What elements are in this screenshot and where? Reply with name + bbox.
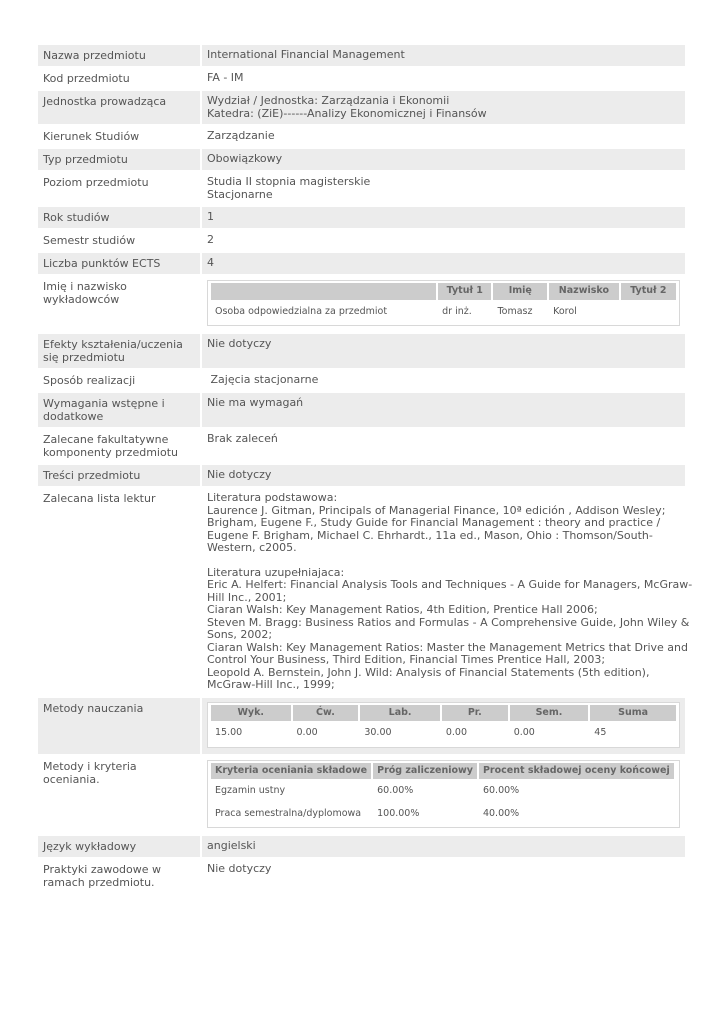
row-lecturers xyxy=(38,276,685,332)
row-value: Nie dotyczy xyxy=(202,334,685,368)
row-learning-outcomes xyxy=(38,334,685,368)
row-value: Nie dotyczy xyxy=(207,862,272,875)
row-value: 2 xyxy=(207,233,214,246)
lecturers-table-box xyxy=(207,280,680,326)
spacer xyxy=(207,555,692,567)
reading-item: McGraw-Hill Inc., 1999; xyxy=(207,678,335,691)
table-cell: 30.00 xyxy=(364,727,392,738)
reading-item: Eugene F. Brigham, Michael C. Ehrhardt., 11a ed., Mason, Ohio : Thomson/South- xyxy=(207,528,653,542)
row-value: FA - IM xyxy=(207,71,244,84)
row-value: Studia II stopnia magisterskie Stacjonarne xyxy=(207,175,371,201)
table-row xyxy=(211,804,674,825)
table-cell: 100.00% xyxy=(377,807,420,819)
row-ects xyxy=(38,253,685,274)
reading-item: Hill Inc., 2001; xyxy=(207,590,287,604)
table-header: Pr. xyxy=(442,705,508,722)
row-value: Zajęcia stacjonarne xyxy=(207,373,319,386)
table-header: Procent składowej oceny końcowej xyxy=(479,763,674,780)
table-header: Imię xyxy=(493,283,547,300)
table-cell xyxy=(621,302,676,323)
row-semester xyxy=(38,230,685,251)
row-label: Język wykładowy xyxy=(38,836,200,857)
row-value: angielski xyxy=(202,836,685,857)
reading-item: Steven M. Bragg: Business Ratios and Formulas - A Comprehensive Guide, John Wiley & xyxy=(207,615,690,629)
table-cell: 0.00 xyxy=(296,727,318,738)
reading-item: Control Your Business, Third Edition, Financial Times Prentice Hall, 2003; xyxy=(207,653,606,666)
reading-item: Ciaran Walsh: Key Management Ratios: Master the Management Metrics that Drive and xyxy=(207,640,689,654)
row-label: Metody i kryteria oceniania. xyxy=(43,759,137,786)
row-unit xyxy=(38,91,685,124)
row-label: Semestr studiów xyxy=(43,234,136,247)
methods-table xyxy=(209,703,678,746)
row-internships xyxy=(38,859,685,893)
row-value xyxy=(202,276,685,332)
row-label: Wymagania wstępne i dodatkowe xyxy=(38,393,200,427)
lecturers-table xyxy=(209,281,678,324)
row-value: Nie dotyczy xyxy=(202,465,685,486)
reading-item: Brigham, Eugene F., Study Guide for Financial Management : theory and practice / xyxy=(207,516,661,529)
table-header: Tytuł 1 xyxy=(438,283,491,300)
table-header: Sem. xyxy=(510,705,589,722)
table-cell: 15.00 xyxy=(215,727,243,738)
table-cell: 60.00% xyxy=(482,785,520,796)
row-value: 4 xyxy=(202,253,685,274)
row-language xyxy=(38,836,685,857)
row-value xyxy=(202,756,685,835)
row-label: Jednostka prowadząca xyxy=(38,91,200,124)
row-label: Efekty kształenia/uczenia się przedmiotu xyxy=(38,334,200,368)
row-label: Metody nauczania xyxy=(38,698,200,754)
row-label: Typ przedmiotu xyxy=(38,149,200,170)
row-label: Praktyki zawodowe w ramach przedmiotu. xyxy=(43,863,162,889)
row-value: Wydział / Jednostka: Zarządzania i Ekonomii Katedra: (ZiE)------Analizy Ekonomicznej i Finansów xyxy=(202,91,685,124)
row-label: Imię i nazwisko wykładowców xyxy=(43,280,127,306)
row-label: Poziom przedmiotu xyxy=(43,176,149,189)
reading-basic-title: Literatura podstawowa: xyxy=(207,491,338,504)
table-cell: 0.00 xyxy=(445,727,467,738)
table-header: Nazwisko xyxy=(549,283,619,300)
reading-item: Western, c2005. xyxy=(207,541,297,554)
row-label: Sposób realizacji xyxy=(43,374,136,387)
row-label: Kierunek Studiów xyxy=(43,130,140,143)
reading-item: Sons, 2002; xyxy=(207,628,273,641)
table-cell: Korol xyxy=(553,305,577,317)
row-course-level xyxy=(38,172,685,205)
row-teaching-methods xyxy=(38,698,685,754)
table-cell: 0.00 xyxy=(513,727,535,738)
row-course-type xyxy=(38,149,685,170)
assessment-table-box xyxy=(207,760,680,829)
table-cell: 45 xyxy=(594,727,607,738)
row-value: Zarządzanie xyxy=(207,129,275,142)
row-reading-list xyxy=(38,488,693,696)
row-course-code xyxy=(38,68,685,89)
assessment-table xyxy=(209,761,676,827)
row-label: Zalecana lista lektur xyxy=(43,492,156,505)
row-label: Kod przedmiotu xyxy=(43,72,130,85)
table-header: Tytuł 2 xyxy=(621,283,676,300)
reading-list xyxy=(202,488,697,696)
row-value: Brak zaleceń xyxy=(207,432,278,445)
row-field-of-study xyxy=(38,126,685,147)
table-row xyxy=(211,723,676,744)
row-course-content xyxy=(38,465,685,486)
row-delivery-mode xyxy=(38,370,685,391)
course-sheet xyxy=(38,45,693,895)
reading-item: Eric A. Helfert: Financial Analysis Tools and Techniques - A Guide for Managers, McGraw- xyxy=(207,578,693,591)
table-cell: dr inż. xyxy=(442,305,472,317)
row-label: Treści przedmiotu xyxy=(38,465,200,486)
row-label: Rok studiów xyxy=(38,207,200,228)
table-row xyxy=(211,781,674,802)
table-cell: 40.00% xyxy=(482,807,520,819)
table-header xyxy=(211,283,436,300)
row-value: 1 xyxy=(202,207,685,228)
row-assessment xyxy=(38,756,685,835)
table-header: Suma xyxy=(590,705,676,722)
table-header: Ćw. xyxy=(293,705,359,722)
row-label: Nazwa przedmiotu xyxy=(38,45,200,66)
table-cell: Tomasz xyxy=(497,305,533,317)
table-header: Lab. xyxy=(360,705,440,722)
reading-item: Ciaran Walsh: Key Management Ratios, 4th Edition, Prentice Hall 2006; xyxy=(207,603,598,616)
row-prerequisites xyxy=(38,393,685,427)
row-value: Nie ma wymagań xyxy=(202,393,685,427)
row-label: Liczba punktów ECTS xyxy=(38,253,200,274)
table-cell: Praca semestralna/dyplomowa xyxy=(215,807,362,819)
row-value xyxy=(202,698,685,754)
table-header: Próg zaliczeniowy xyxy=(373,763,477,780)
row-year xyxy=(38,207,685,228)
table-cell: Egzamin ustny xyxy=(215,785,286,796)
table-row xyxy=(211,302,676,323)
row-optional-components xyxy=(38,429,685,463)
reading-extra-title: Literatura uzupełniajaca: xyxy=(207,565,345,579)
row-value: International Financial Management xyxy=(202,45,685,66)
methods-table-box xyxy=(207,702,680,748)
table-cell: 60.00% xyxy=(377,785,414,796)
row-value: Obowiązkowy xyxy=(202,149,685,170)
row-label: Zalecane fakultatywne komponenty przedmiotu xyxy=(43,433,178,459)
table-header: Wyk. xyxy=(211,705,291,722)
table-header: Kryteria oceniania składowe xyxy=(211,763,371,780)
row-course-name xyxy=(38,45,685,66)
table-cell: Osoba odpowiedzialna za przedmiot xyxy=(215,305,388,317)
reading-item: Leopold A. Bernstein, John J. Wild: Analysis of Financial Statements (5th edition), xyxy=(207,665,650,679)
reading-item: Laurence J. Gitman, Principals of Managerial Finance, 10ª edición , Addison Wesley; xyxy=(207,503,666,517)
